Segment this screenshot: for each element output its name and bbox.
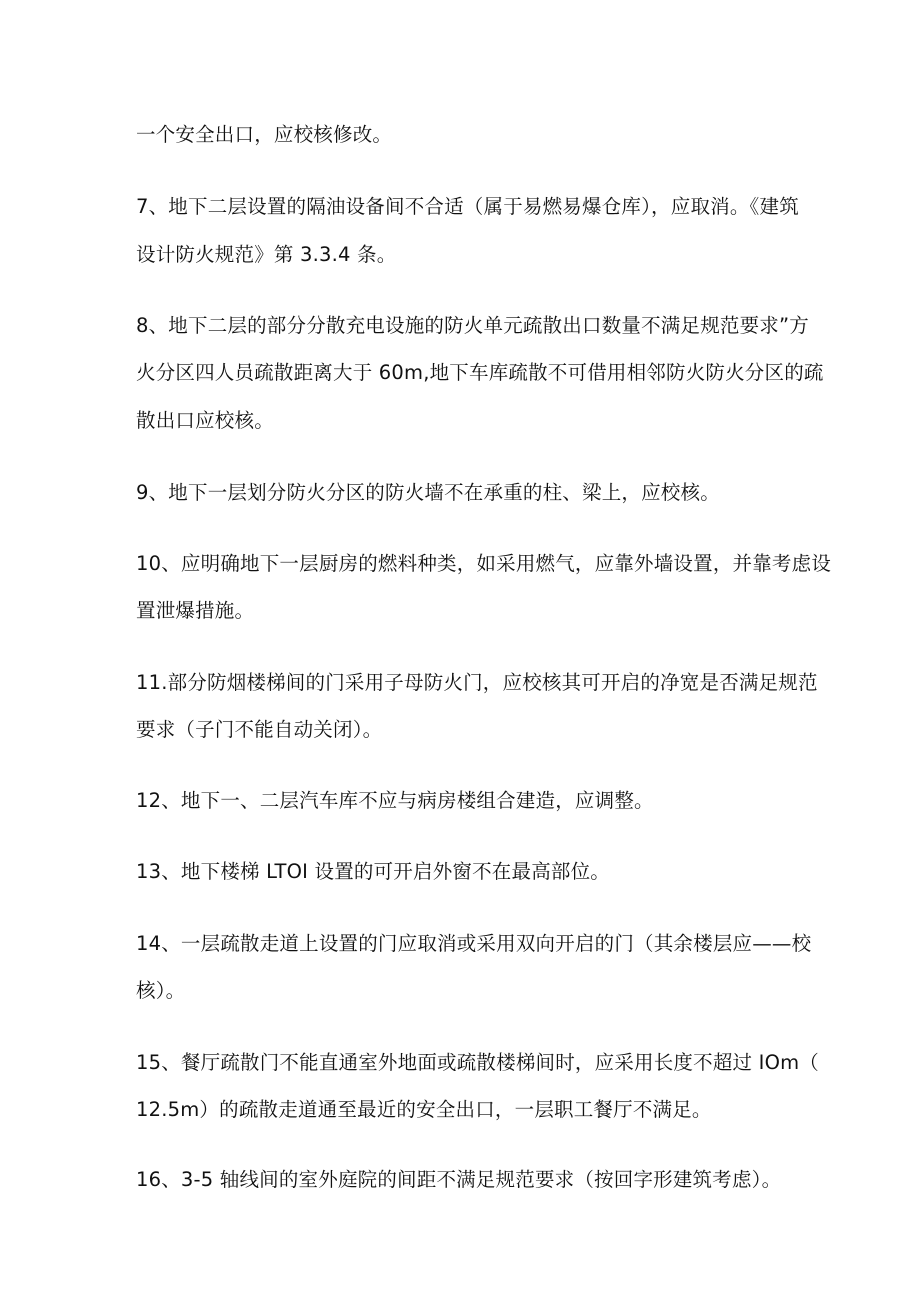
item-6-cont-line-1: 一个安全出口，应校核修改。: [136, 123, 393, 146]
item-15-line-2: 12.5m）的疏散走道通至最近的安全出口，一层职工餐厅不满足。: [136, 1098, 712, 1121]
item-7-line-2: 设计防火规范》第 3.3.4 条。: [136, 243, 397, 266]
item-14-line-2: 核）。: [136, 979, 186, 1002]
item-9-line-1: 9、地下一层划分防火分区的防火墙不在承重的柱、梁上，应校核。: [136, 481, 720, 504]
item-11-line-1: 11.部分防烟楼梯间的门采用子母防火门，应校核其可开启的净宽是否满足规范: [136, 671, 818, 694]
item-14-line-1: 14、一层疏散走道上设置的门应取消或采用双向开启的门（其余楼层应——校: [136, 932, 812, 955]
item-15-line-1: 15、餐厅疏散门不能直通室外地面或疏散楼梯间时，应采用长度不超过 IOm（: [136, 1051, 820, 1074]
item-10-line-1: 10、应明确地下一层厨房的燃料种类，如采用燃气，应靠外墙设置，并靠考虑设: [136, 552, 832, 575]
item-10-line-2: 置泄爆措施。: [136, 599, 255, 622]
item-8-line-1: 8、地下二层的部分分散充电设施的防火单元疏散出口数量不满足规范要求”方: [136, 314, 810, 337]
item-11-line-2: 要求（子门不能自动关闭）。: [136, 718, 383, 741]
item-8-line-2: 火分区四人员疏散距离大于 60m,地下车库疏散不可借用相邻防火防火分区的疏: [136, 361, 824, 384]
item-8-line-3: 散出口应校核。: [136, 409, 274, 432]
item-16-line-1: 16、3-5 轴线间的室外庭院的间距不满足规范要求（按回字形建筑考虑）。: [136, 1168, 782, 1191]
item-7-line-1: 7、地下二层设置的隔油设备间不合适（属于易燃易爆仓库），应取消。《建筑: [136, 195, 799, 218]
item-12-line-1: 12、地下一、二层汽车库不应与病房楼组合建造，应调整。: [136, 789, 654, 812]
item-13-line-1: 13、地下楼梯 LTOI 设置的可开启外窗不在最高部位。: [136, 860, 611, 883]
